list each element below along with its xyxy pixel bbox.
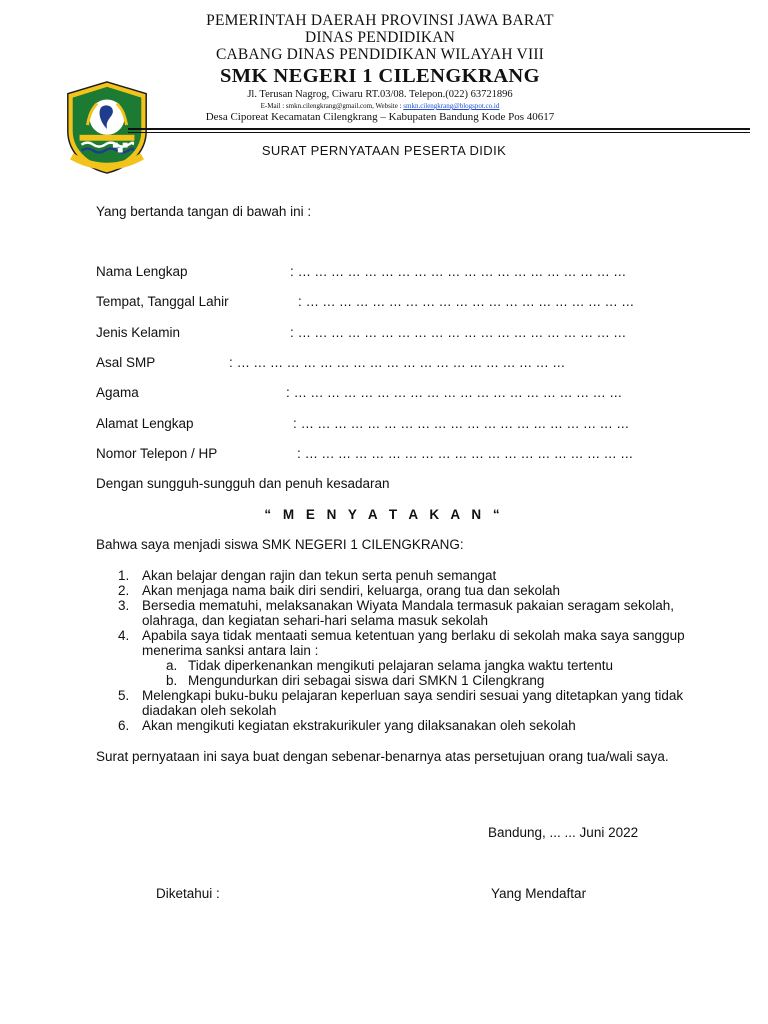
list-item-text: Apabila saya tidak mentaati semua ketentuan yang berlaku di sekolah maka saya sanggup menerima sanksi antara lain :	[142, 628, 685, 658]
obligation-list	[96, 568, 716, 733]
school-address: Jl. Terusan Nagrog, Ciwaru RT.03/08. Telepon.(022) 63721896	[247, 89, 513, 100]
list-item	[96, 583, 716, 598]
school-contact	[160, 101, 600, 111]
list-item	[96, 688, 716, 718]
field-label-birth: Tempat, Tanggal Lahir	[96, 294, 229, 309]
letterhead-rule-thin	[128, 132, 750, 133]
list-item	[96, 628, 716, 658]
field-label-address: Alamat Lengkap	[96, 416, 194, 431]
website-label: , Website :	[372, 102, 404, 110]
statement-intro: Bahwa saya menjadi siswa SMK NEGERI 1 CILENGKRANG:	[96, 537, 464, 552]
sub-item-text: Mengundurkan diri sebagai siswa dari SMKN 1 Cilengkrang	[188, 673, 545, 688]
sub-list-item	[96, 673, 716, 688]
field-blank-address[interactable]: : ... ... ... ... ... ... ... ... ... ... ... ... ... ... ... ... ... ... ... ...	[293, 416, 630, 431]
field-blank-school[interactable]: : ... ... ... ... ... ... ... ... ... ... ... ... ... ... ... ... ... ... ... ...	[229, 355, 566, 370]
field-blank-birth[interactable]: : ... ... ... ... ... ... ... ... ... ... ... ... ... ... ... ... ... ... ... ...	[298, 294, 635, 309]
email-label: E-Mail :	[260, 102, 286, 110]
list-item-text: Akan mengikuti kegiatan ekstrakurikuler yang dilaksanakan oleh sekolah	[142, 718, 576, 733]
list-item	[96, 598, 716, 628]
field-label-gender: Jenis Kelamin	[96, 325, 181, 340]
field-blank-name[interactable]: : ... ... ... ... ... ... ... ... ... ... ... ... ... ... ... ... ... ... ... ...	[290, 264, 627, 279]
list-item-number: 1.	[118, 568, 130, 583]
field-label-name: Nama Lengkap	[96, 264, 188, 279]
school-logo-icon	[58, 78, 156, 176]
letterhead-rule-thick	[128, 128, 750, 130]
known-by-label: Diketahui :	[156, 886, 220, 901]
field-label-school: Asal SMP	[96, 355, 156, 370]
branch-name: CABANG DINAS PENDIDIKAN WILAYAH VIII	[215, 46, 545, 63]
list-item	[96, 718, 716, 733]
consent-text: Dengan sungguh-sungguh dan penuh kesadaran	[96, 476, 390, 491]
declaration-heading: “ M E N Y A T A K A N “	[264, 507, 504, 522]
sub-list-item	[96, 658, 716, 673]
list-item-number: 2.	[118, 583, 130, 598]
field-blank-religion[interactable]: : ... ... ... ... ... ... ... ... ... ... ... ... ... ... ... ... ... ... ... ...	[286, 385, 623, 400]
list-item-text: Akan belajar dengan rajin dan tekun serta penuh semangat	[142, 568, 497, 583]
list-item-number: 6.	[118, 718, 130, 733]
list-item-text: Bersedia mematuhi, melaksanakan Wiyata Mandala termasuk pakaian seragam sekolah, olahraga, dan kegiatan sehari-hari selama masuk sekolah	[142, 598, 675, 628]
list-item-number: 3.	[118, 598, 130, 613]
dept-name: DINAS PENDIDIKAN	[304, 29, 455, 46]
sub-item-letter: a.	[166, 658, 178, 673]
registrant-label: Yang Mendaftar	[491, 886, 587, 901]
letterhead	[160, 12, 600, 124]
sub-item-letter: b.	[166, 673, 178, 688]
field-label-phone: Nomor Telepon / HP	[96, 446, 218, 461]
gov-name: PEMERINTAH DAERAH PROVINSI JAWA BARAT	[206, 12, 554, 29]
field-blank-phone[interactable]: : ... ... ... ... ... ... ... ... ... ... ... ... ... ... ... ... ... ... ... ...	[297, 446, 634, 461]
document-title: SURAT PERNYATAAN PESERTA DIDIK	[261, 143, 507, 158]
list-item-text: Akan menjaga nama baik diri sendiri, keluarga, orang tua dan sekolah	[142, 583, 561, 598]
list-item-number: 4.	[118, 628, 130, 643]
sub-item-text: Tidak diperkenankan mengikuti pelajaran selama jangka waktu tertentu	[188, 658, 613, 673]
closing-statement: Surat pernyataan ini saya buat dengan sebenar-benarnya atas persetujuan orang tua/wali saya.	[96, 749, 669, 764]
list-item	[96, 568, 716, 583]
list-item-number: 5.	[118, 688, 130, 703]
place-date[interactable]: Bandung, ... ... Juni 2022	[488, 825, 639, 840]
intro-text: Yang bertanda tangan di bawah ini :	[96, 204, 312, 219]
school-name: SMK NEGERI 1 CILENGKRANG	[220, 65, 540, 87]
school-village: Desa Ciporeat Kecamatan Cilengkrang – Kabupaten Bandung Kode Pos 40617	[205, 111, 555, 123]
email-text: smkn.cilengkrang@gmail.com	[285, 102, 373, 110]
list-item-text: Melengkapi buku-buku pelajaran keperluan saya sendiri sesuai yang ditetapkan yang tidak diadakan oleh sekolah	[142, 688, 684, 718]
website-link[interactable]: smkn.cilengkrang@blogspot.co.id	[403, 102, 500, 110]
field-label-religion: Agama	[96, 385, 139, 400]
field-blank-gender[interactable]: : ... ... ... ... ... ... ... ... ... ... ... ... ... ... ... ... ... ... ... ...	[290, 325, 627, 340]
